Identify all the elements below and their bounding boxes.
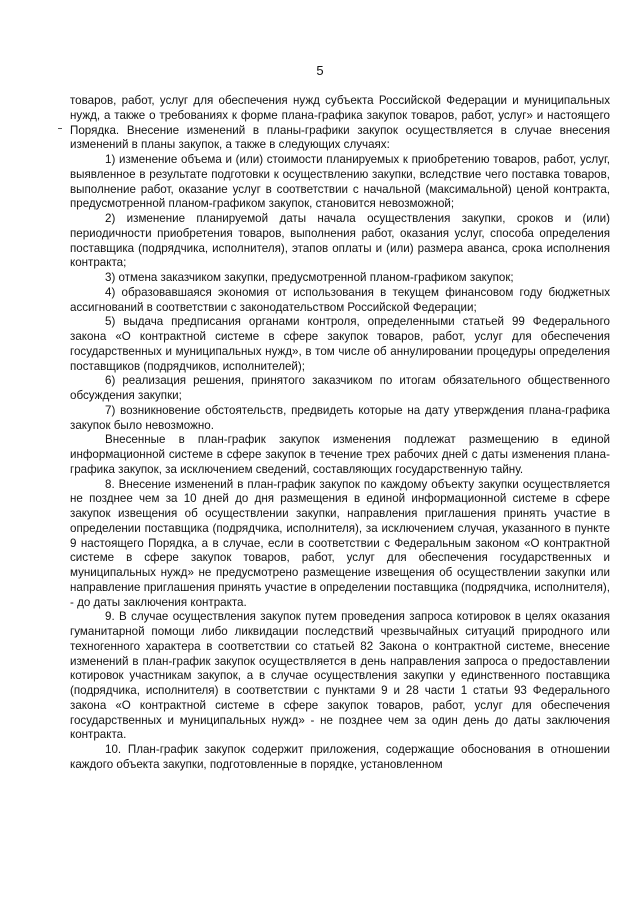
document-body: [70, 94, 610, 773]
paragraph-continuation: товаров, работ, услуг для обеспечения нужд субъекта Российской Федерации и муниципальных нужд, а также о требованиях к форме плана-графика закупок товаров, работ, услуг» и настоящего Порядка. Внесение изменений в планы-графики закупок осуществляется в случае внесения изменений в планы закупок, а также в следующих случаях:: [70, 94, 610, 152]
paragraph-item-2: 2) изменение планируемой даты начала осуществления закупки, сроков и (или) периодичности приобретения товаров, выполнения работ, оказания услуг, способа определения поставщика (подрядчика, исполнителя), этапов оплаты и (или) размера аванса, срока исполнения контракта;: [70, 212, 610, 270]
paragraph-item-5: 5) выдача предписания органами контроля, определенными статьей 99 Федерального закона «О контрактной системе в сфере закупок товаров, работ, услуг для обеспечения государственных и муниципальных нужд», в том числе об аннулировании процедуры определения поставщиков (подрядчиков, исполнителей);: [70, 315, 610, 373]
page-number: 5: [316, 63, 324, 78]
paragraph-section-9: 9. В случае осуществления закупок путем проведения запроса котировок в целях оказания гуманитарной помощи либо ликвидации последствий чрезвычайных ситуаций природного или техногенного характера в соответствии со статьей 82 Закона о контрактной системе, внесение изменений в план-график закупок осуществляется в день направления запроса о предоставлении котировок участникам закупок, а в случае осуществления закупки у единственного поставщика (подрядчика, исполнителя) в соответствии с пунктами 9 и 28 части 1 статьи 93 Федерального закона «О контрактной системе в сфере закупок товаров, работ, услуг для обеспечения государственных и муниципальных нужд» - не позднее чем за один день до даты заключения контракта.: [70, 610, 610, 742]
paragraph-item-1: 1) изменение объема и (или) стоимости планируемых к приобретению товаров, работ, услуг, выявленное в результате подготовки к осуществлению закупки, вследствие чего поставка товаров, выполнение работ, оказание услуг в соответствии с начальной (максимальной) ценой контракта, предусмотренной планом-графиком закупок, становится невозможной;: [70, 153, 610, 211]
scan-artifact: [58, 128, 62, 129]
paragraph-item-4: 4) образовавшаяся экономия от использования в текущем финансовом году бюджетных ассигнований в соответствии с законодательством Российской Федерации;: [70, 285, 610, 314]
paragraph-item-7: 7) возникновение обстоятельств, предвидеть которые на дату утверждения плана-графика закупок было невозможно.: [70, 403, 610, 432]
paragraph-section-10: 10. План-график закупок содержит приложения, содержащие обоснования в отношении каждого объекта закупки, подготовленные в порядке, установленном: [70, 743, 610, 771]
paragraph-item-3: 3) отмена заказчиком закупки, предусмотренной планом-графиком закупок;: [105, 271, 514, 284]
paragraph-changes-publication: Внесенные в план-график закупок изменения подлежат размещению в единой информационной системе в сфере закупок в течение трех рабочих дней с даты изменения плана-графика закупок, за исключением сведений, составляющих государственную тайну.: [70, 433, 610, 476]
paragraph-item-6: 6) реализация решения, принятого заказчиком по итогам обязательного общественного обсуждения закупки;: [70, 374, 610, 402]
paragraph-section-8: 8. Внесение изменений в план-график закупок по каждому объекту закупки осуществляется не позднее чем за 10 дней до дня размещения в единой информационной системе в сфере закупок извещения об осуществлении закупки, направления приглашения принять участие в определении поставщика (подрядчика, исполнителя), за исключением случая, указанного в пункте 9 настоящего Порядка, а в случае, если в соответствии с Федеральным законом «О контрактной системе в сфере закупок товаров, работ, услуг для обеспечения государственных и муниципальных нужд» не предусмотрено размещение извещения об осуществлении закупки или направление приглашения принять участие в определении поставщика (подрядчика, исполнителя), - до даты заключения контракта.: [70, 477, 610, 609]
